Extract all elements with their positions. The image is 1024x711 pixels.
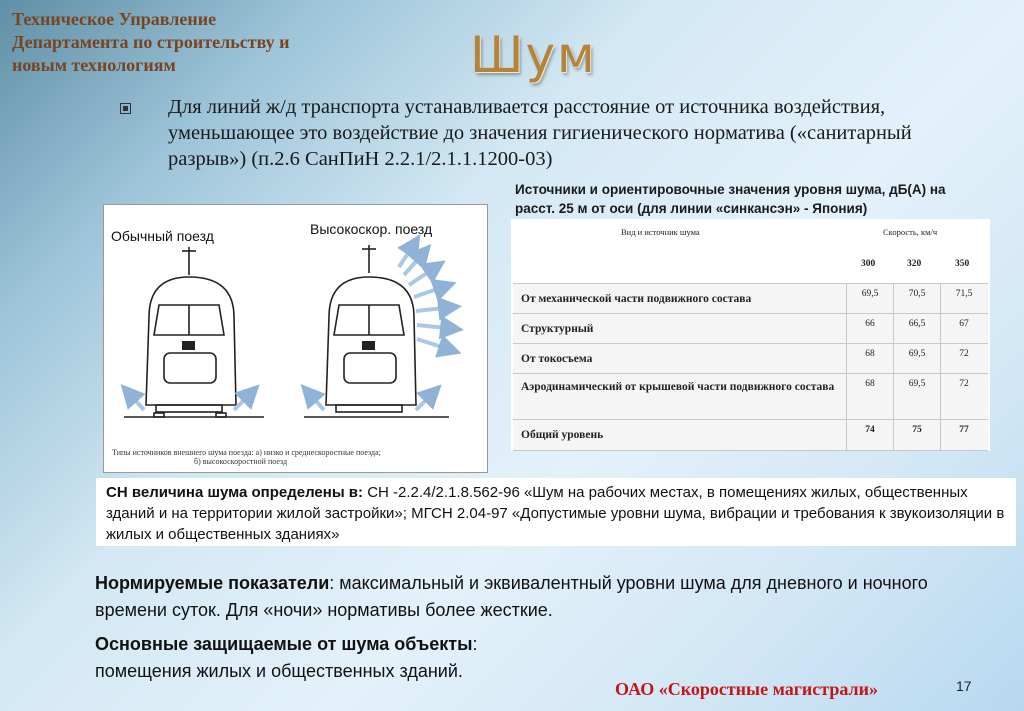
org-line-2: Департамента по строительству и bbox=[12, 32, 290, 52]
figure-caption-line-1: Типы источников внешнего шума поезда: а) низко и среднескоростные поезда; bbox=[112, 448, 381, 457]
table-caption: Источники и ориентировочные значения уровня шума, дБ(А) на расст. 25 м от оси (для линии «синкансэн» - Япония) bbox=[515, 182, 946, 216]
row-value-350: 67 bbox=[959, 319, 969, 329]
sn-text: СН -2.2.4/2.1.8.562-96 «Шум на рабочих местах, в помещениях жилых, общественных зданий и на территории жилой застройки»; МГСН 2.04-97 «Допустимые уровни шума, вибрации и требования к звукоизоляции в жилых и общественных зданиях» bbox=[106, 484, 1005, 543]
row-value-350: 77 bbox=[959, 425, 969, 435]
table-row bbox=[513, 373, 988, 419]
norm-text: : максимальный и эквивалентный уровни шума для дневного и ночного времени суток. Для «ночи» нормативы более жесткие. bbox=[95, 573, 928, 620]
label-regular-train: Обычный поезд bbox=[111, 228, 214, 244]
row-source: От механической части подвижного состава bbox=[521, 293, 752, 305]
row-value-320: 75 bbox=[912, 425, 922, 435]
protected-colon: : bbox=[472, 634, 478, 654]
row-value-300: 74 bbox=[865, 425, 875, 435]
company-name: ОАО «Скоростные магистрали» bbox=[615, 679, 878, 699]
row-source: Аэродинамический от крышевой части подвижного состава bbox=[521, 381, 835, 393]
row-value-300: 66 bbox=[865, 319, 875, 329]
protected-text: помещения жилых и общественных зданий. bbox=[95, 661, 463, 681]
row-source: Общий уровень bbox=[521, 429, 604, 441]
row-value-320: 70,5 bbox=[908, 289, 926, 299]
org-title bbox=[12, 8, 290, 77]
row-value-300: 68 bbox=[865, 379, 875, 389]
train-diagram-icon bbox=[104, 205, 487, 472]
intro-text: Для линий ж/д транспорта устанавливается расстояние от источника воздействия, уменьшающее это воздействие до значения гигиенического норматива («санитарный разрыв») (п.2.6 СанПиН 2.2.1/2.1.1.1200-03) bbox=[168, 96, 912, 170]
org-line-3: новым технологиям bbox=[12, 55, 176, 75]
speed-350: 350 bbox=[955, 259, 970, 269]
noise-table bbox=[511, 219, 990, 451]
row-value-320: 69,5 bbox=[908, 349, 926, 359]
row-value-300: 69,5 bbox=[861, 289, 879, 299]
norm-heading: Нормируемые показатели bbox=[95, 573, 330, 593]
row-value-320: 66,5 bbox=[908, 319, 926, 329]
row-source: Структурный bbox=[521, 323, 594, 335]
row-value-350: 72 bbox=[959, 379, 969, 389]
page-number: 17 bbox=[956, 678, 972, 694]
sn-norms-box bbox=[96, 478, 1016, 546]
org-line-1: Техническое Управление bbox=[12, 9, 217, 29]
table-row bbox=[513, 343, 988, 373]
col-speed-header: Скорость, км/ч bbox=[883, 227, 938, 237]
row-source: От токосъема bbox=[521, 353, 593, 365]
figure-caption-line-2: б) высокоскоростной поезд bbox=[194, 457, 288, 466]
col-source-header: Вид и источник шума bbox=[621, 227, 700, 237]
table-row bbox=[513, 419, 988, 451]
intro-paragraph bbox=[120, 94, 980, 172]
row-value-320: 69,5 bbox=[908, 379, 926, 389]
row-value-300: 68 bbox=[865, 349, 875, 359]
row-value-350: 72 bbox=[959, 349, 969, 359]
speed-320: 320 bbox=[907, 259, 922, 269]
figure-caption bbox=[112, 448, 472, 466]
label-highspeed-train: Высокоскор. поезд bbox=[310, 221, 433, 237]
row-value-350: 71,5 bbox=[955, 289, 973, 299]
square-bullet-icon bbox=[120, 103, 131, 114]
table-row bbox=[513, 313, 988, 343]
speed-300: 300 bbox=[861, 259, 876, 269]
slide-title: Шум bbox=[470, 26, 597, 84]
normed-indicators bbox=[95, 570, 995, 624]
protected-heading: Основные защищаемые от шума объекты bbox=[95, 634, 473, 654]
table-row bbox=[513, 283, 988, 313]
sn-heading: СН величина шума определены в: bbox=[106, 484, 364, 501]
train-noise-figure bbox=[103, 204, 488, 473]
protected-objects bbox=[95, 631, 995, 685]
